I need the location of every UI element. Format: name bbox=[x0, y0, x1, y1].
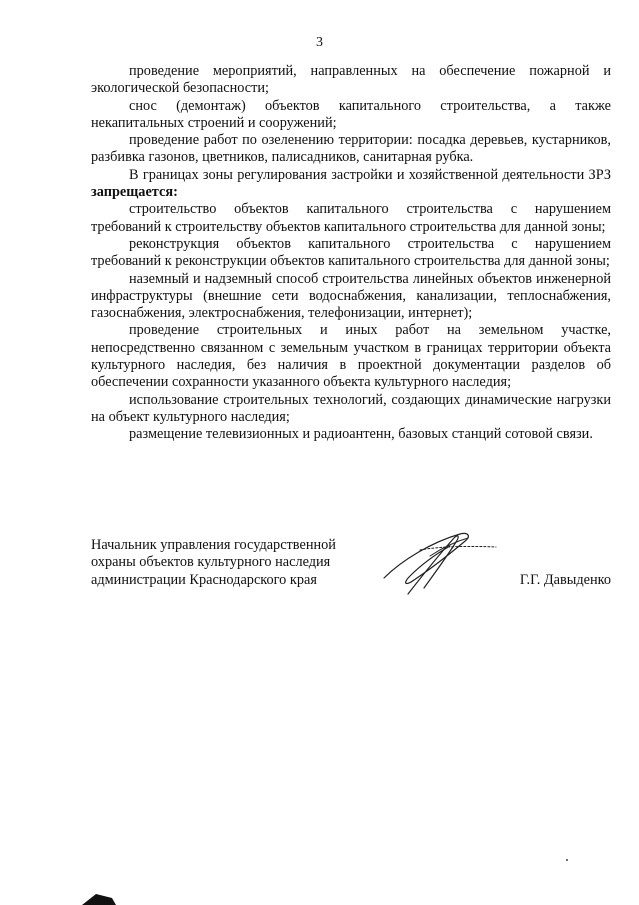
signatory-name: Г.Г. Давыденко bbox=[519, 571, 611, 588]
prohibition-heading bbox=[91, 167, 611, 202]
signatory-title-line: администрации Краснодарского края bbox=[91, 571, 317, 588]
prohibited-item: строительство объектов капитального строительства с нарушением требований к строительству объектов капитального строительства для данной зоны; bbox=[91, 201, 611, 235]
page-number: 3 bbox=[316, 35, 323, 50]
signatory-title-line: охраны объектов культурного наследия bbox=[91, 554, 331, 571]
document-body bbox=[91, 63, 611, 444]
prohibition-heading-text: В границах зоны регулирования застройки и хозяйственной деятельности ЗРЗ bbox=[129, 166, 611, 183]
scan-edge-mark bbox=[82, 888, 122, 905]
paragraph: проведение работ по озеленению территории: посадка деревьев, кустарников, разбивка газонов, цветников, палисадников, санитарная рубка. bbox=[91, 132, 611, 166]
paragraph: проведение мероприятий, направленных на обеспечение пожарной и экологической безопасности; bbox=[91, 63, 611, 97]
paragraph: снос (демонтаж) объектов капитального строительства, а также некапитальных строений и сооружений; bbox=[91, 97, 611, 131]
prohibited-item: проведение строительных и иных работ на земельном участке, непосредственно связанном с земельным участком в границах территории объекта культурного наследия, без наличия в проектной документации разделов об обеспечении сохранности указанного объекта культурного наследия; bbox=[91, 322, 611, 391]
prohibited-item: реконструкция объектов капитального строительства с нарушением требований к реконструкции объектов капитального строительства для данной зоны; bbox=[91, 235, 611, 270]
prohibited-item: использование строительных технологий, создающих динамические нагрузки на объект культурного наследия; bbox=[91, 391, 611, 425]
handwritten-signature bbox=[372, 520, 502, 600]
prohibited-item: размещение телевизионных и радиоантенн, базовых станций сотовой связи. bbox=[129, 426, 593, 443]
scan-dot-mark bbox=[565, 858, 569, 862]
signatory-title-line: Начальник управления государственной bbox=[91, 537, 336, 553]
signatory-title bbox=[91, 537, 391, 589]
prohibition-keyword: запрещается: bbox=[91, 184, 178, 201]
signature-block bbox=[91, 537, 611, 607]
prohibited-item: наземный и надземный способ строительства линейных объектов инженерной инфраструктуры (внешние сети водоснабжения, канализации, теплоснабжения, газоснабжения, электроснабжения, телефонизации, интернет); bbox=[91, 270, 611, 322]
